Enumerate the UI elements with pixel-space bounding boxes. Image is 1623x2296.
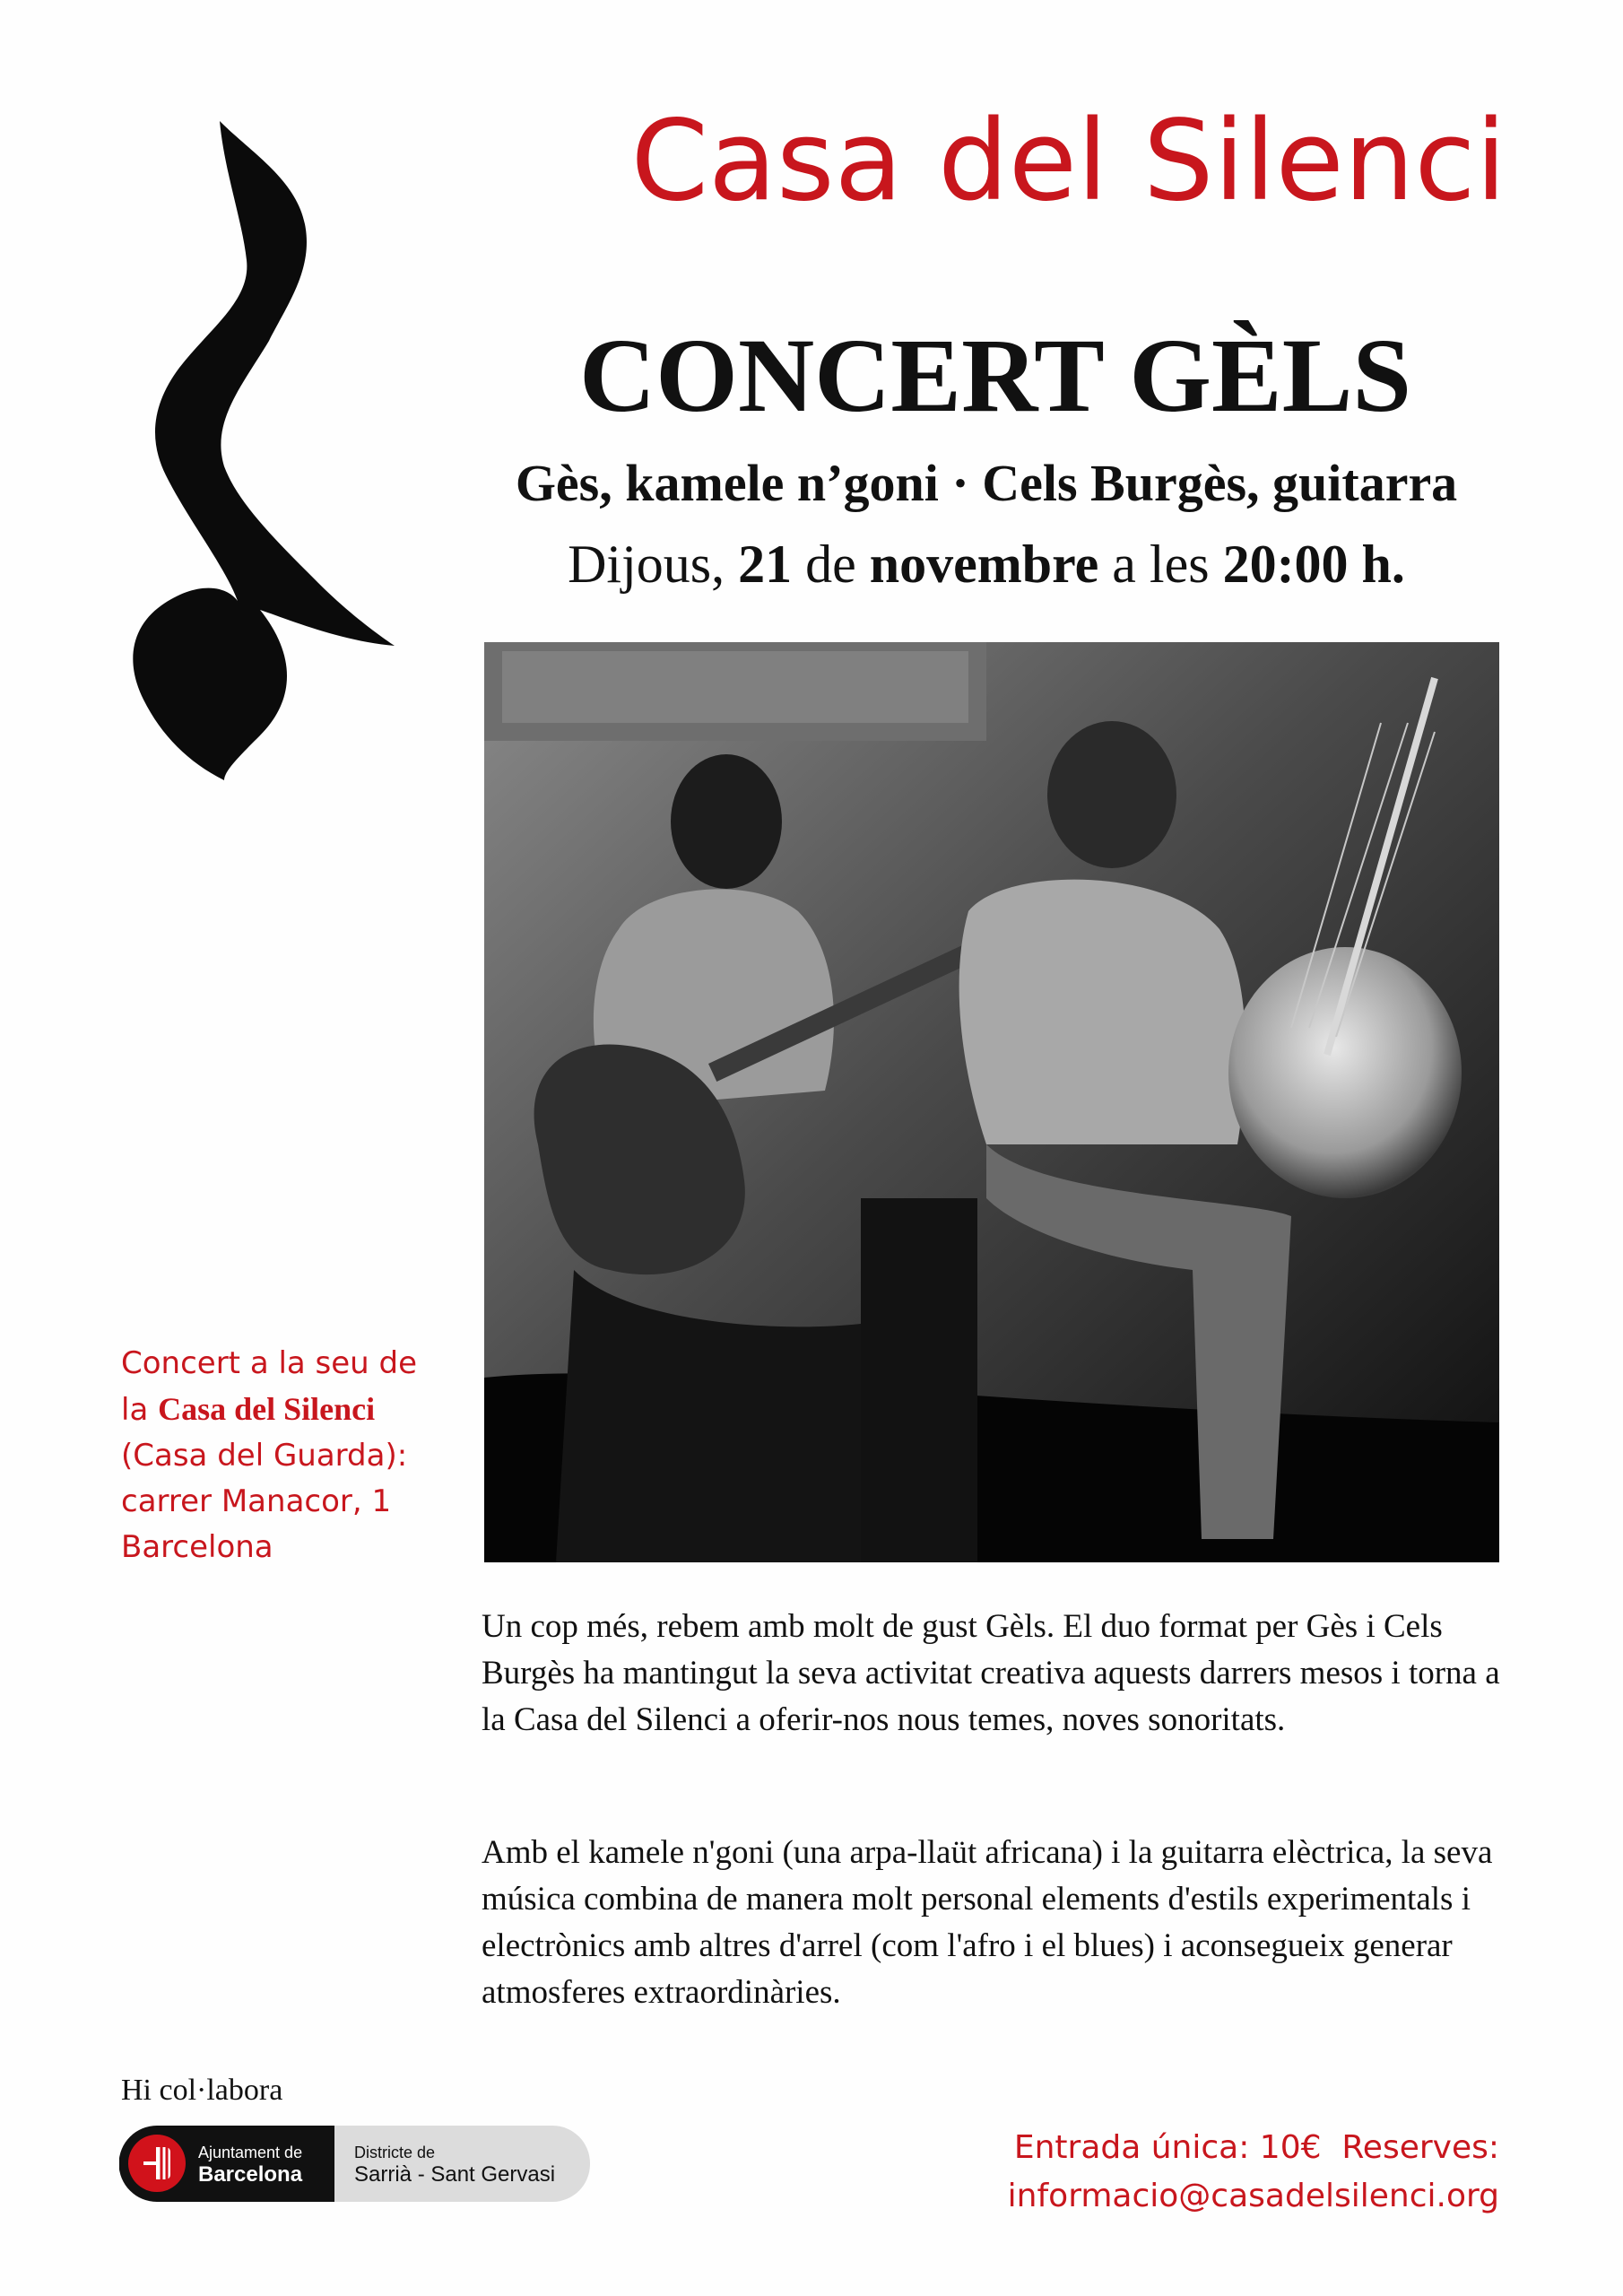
venue-info [121,1341,462,1570]
district-line-1: Districte de [354,2144,436,2161]
date-time: 20:00 h. [1222,535,1405,594]
org-title: Casa del Silenci [630,97,1506,226]
performers-line: Gès, kamele n’goni · Cels Burgès, guitarra [515,454,1458,512]
description-paragraph-2: Amb el kamele n'goni (una arpa-llaüt africana) i la guitarra elèctrica, la seva música combina de manera molt personal elements d'estils experimentals i electrònics amb altres d'arrel (com l'afro i el blues) i aconsegueix generar atmosferes extraordinàries. [482,1834,1493,2011]
description-paragraph-1: Un cop més, rebem amb molt de gust Gèls. El duo format per Gès i Cels Burgès ha mantingut la seva activitat creativa aquests darrers mesos i torna a la Casa del Silenci a oferir-nos nous temes, noves sonoritats. [482,1608,1500,1738]
venue-line [121,1387,462,1433]
barcelona-emblem-icon [128,2135,186,2192]
event-date [466,534,1506,596]
date-de: de [805,535,856,594]
ticket-price: Entrada única: 10€ Reserves: [1013,2129,1499,2166]
venue-line: Concert a la seu de [121,1345,418,1381]
event-title: CONCERT GÈLS [578,317,1412,434]
venue-line: (Casa del Guarda): [121,1438,408,1474]
sponsor-logo [119,2126,590,2202]
sponsor-line-2: Barcelona [198,2162,303,2187]
ticket-info [897,2124,1499,2221]
date-month: novembre [869,535,1099,594]
logo-brushstroke-icon [126,117,404,785]
venue-city: Barcelona [121,1529,273,1565]
venue-prefix: la [121,1392,149,1428]
reservation-email[interactable]: informacio@casadelsilenci.org [1007,2178,1499,2214]
venue-name: Casa del Silenci [158,1391,376,1427]
sponsor-line-1: Ajuntament de [198,2144,303,2161]
collaboration-label: Hi col·labora [121,2074,283,2107]
date-weekday: Dijous, [568,535,725,594]
concert-photo [484,642,1499,1562]
date-at: a les [1112,535,1210,594]
venue-address: carrer Manacor, 1 [121,1483,392,1519]
district-line-2: Sarrià - Sant Gervasi [354,2162,556,2187]
date-day: 21 [738,535,793,594]
